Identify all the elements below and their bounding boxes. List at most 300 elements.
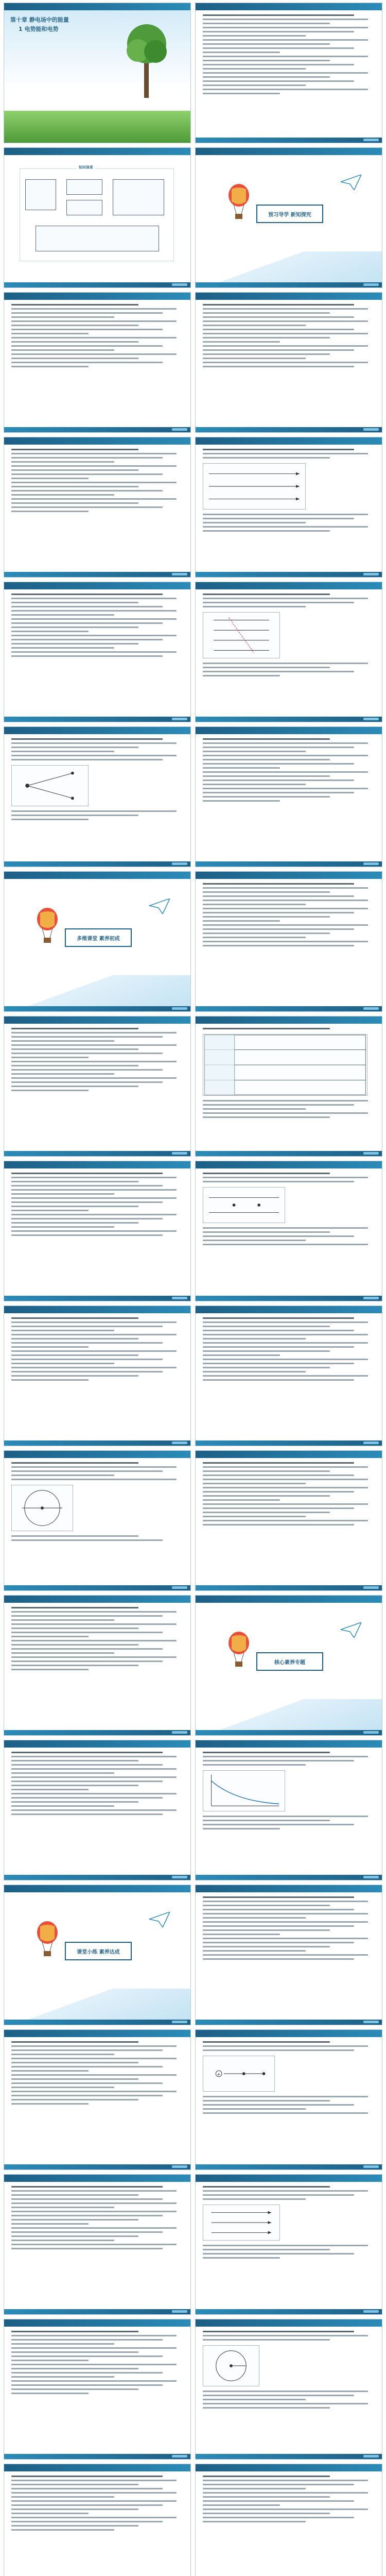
slide-topbar <box>196 1885 382 1892</box>
text-line <box>203 1512 330 1513</box>
paper-plane-icon <box>341 1622 361 1638</box>
text-line <box>203 1371 306 1372</box>
slide-topbar <box>4 1451 190 1458</box>
slide-figure-1 <box>195 437 382 578</box>
text-line <box>203 908 368 909</box>
row-11 <box>4 1450 382 1591</box>
text-line <box>11 506 163 508</box>
row-12 <box>4 1595 382 1736</box>
text-line <box>203 912 354 913</box>
text-line <box>11 1210 89 1211</box>
text-line <box>11 2248 163 2249</box>
cover-grass <box>4 111 190 143</box>
text-line <box>11 610 177 612</box>
text-line <box>203 1921 368 1923</box>
section-box <box>65 928 132 947</box>
text-line <box>11 308 177 310</box>
text-line <box>11 1330 114 1331</box>
text-line <box>203 2391 368 2392</box>
text-line <box>11 316 114 318</box>
text-line <box>203 2045 368 2047</box>
balloon-icon <box>36 908 59 944</box>
slide-body <box>11 1028 183 1148</box>
text-line <box>203 47 354 49</box>
text-line <box>11 631 89 632</box>
text-line <box>203 1367 330 1368</box>
text-line <box>11 1764 163 1766</box>
slide-bottombar <box>196 717 382 722</box>
text-line <box>11 325 138 326</box>
text-line <box>11 1073 114 1075</box>
text-line <box>203 887 368 889</box>
slide-body <box>203 1752 375 1872</box>
slide-topbar <box>4 727 190 734</box>
section-label: 核心素养专题 <box>274 1659 305 1666</box>
text-line <box>203 2049 354 2051</box>
text-line <box>11 1077 177 1079</box>
text-line <box>203 1177 368 1178</box>
text-line <box>11 1462 138 1464</box>
text-line <box>203 2521 306 2522</box>
text-line <box>203 755 368 756</box>
slide-bottombar <box>4 1296 190 1301</box>
text-line <box>203 763 354 765</box>
text-line <box>203 2488 306 2489</box>
text-line <box>203 1942 354 1943</box>
text-line <box>203 1379 354 1381</box>
text-line <box>203 39 368 41</box>
text-line <box>203 1495 330 1497</box>
slide-body <box>203 449 375 569</box>
text-line <box>11 2351 138 2353</box>
text-line <box>203 80 354 82</box>
slide-body <box>11 1607 183 1727</box>
text-line <box>11 1644 138 1646</box>
text-line <box>11 1040 114 1042</box>
text-line <box>203 594 330 595</box>
text-line <box>203 900 368 901</box>
text-line <box>11 1346 89 1348</box>
text-line <box>203 767 280 769</box>
text-line <box>11 1379 89 1381</box>
text-line <box>11 759 163 760</box>
text-line <box>11 1809 177 1811</box>
slide-topbar <box>4 293 190 300</box>
text-line <box>203 1491 354 1493</box>
text-line <box>11 1069 163 1071</box>
mind-node <box>66 179 102 195</box>
slide-body <box>203 1896 375 2016</box>
text-line <box>11 747 138 748</box>
text-line <box>11 1032 177 1033</box>
text-line <box>11 1656 177 1658</box>
slide-bottombar <box>196 2164 382 2170</box>
slide-text-7 <box>195 726 382 867</box>
slide-bottombar <box>196 2454 382 2459</box>
text-line <box>203 2339 330 2341</box>
divider-swoosh <box>196 1699 382 1730</box>
text-line <box>11 1607 138 1608</box>
text-line <box>203 14 354 16</box>
circle-field-figure <box>11 1485 73 1531</box>
text-line <box>203 2108 306 2110</box>
text-line <box>11 2215 163 2216</box>
text-line <box>203 904 306 905</box>
text-line <box>203 35 306 37</box>
text-line <box>11 1036 163 1038</box>
text-line <box>203 341 280 343</box>
text-line <box>203 1820 330 1821</box>
divider-swoosh <box>4 1989 190 2020</box>
row-9 <box>4 1161 382 1301</box>
slide-bottombar <box>196 1151 382 1156</box>
text-line <box>11 2517 177 2518</box>
row-15 <box>4 2029 382 2170</box>
text-line <box>11 1086 138 1087</box>
text-line <box>11 2504 163 2506</box>
text-line <box>203 308 368 310</box>
slide-bottombar <box>4 1875 190 1880</box>
text-line <box>11 1615 163 1617</box>
text-line <box>11 2095 163 2096</box>
text-line <box>11 1334 177 1335</box>
row-16 <box>4 2174 382 2315</box>
text-line <box>11 2223 89 2225</box>
potential-graph <box>203 1770 285 1811</box>
row-1 <box>4 3 382 143</box>
slide-figure-3 <box>195 1161 382 1301</box>
text-line <box>203 2100 330 2102</box>
text-line <box>11 2500 177 2502</box>
slide-topbar <box>196 727 382 734</box>
text-line <box>11 2186 163 2188</box>
slide-bottombar <box>4 861 190 867</box>
text-line <box>11 2339 163 2341</box>
text-line <box>203 1824 354 1825</box>
text-line <box>11 1756 177 1757</box>
slide-body <box>11 2186 183 2306</box>
slide-bottombar <box>4 427 190 432</box>
slide-grid <box>4 3 382 2576</box>
text-line <box>203 1108 306 1110</box>
balloon-icon <box>36 1921 59 1957</box>
slide-text-19 <box>4 2319 191 2460</box>
text-line <box>11 1065 138 1066</box>
text-line <box>203 775 330 777</box>
text-line <box>203 353 330 355</box>
text-line <box>11 1354 138 1356</box>
text-line <box>203 2517 354 2518</box>
text-line <box>203 1334 368 1335</box>
text-line <box>203 598 368 599</box>
text-line <box>11 341 138 343</box>
row-6 <box>4 726 382 867</box>
text-line <box>11 1768 177 1770</box>
slide-body <box>203 883 375 1003</box>
text-line <box>11 1539 163 1541</box>
text-line <box>203 784 306 785</box>
row-3 <box>4 292 382 433</box>
text-line <box>203 771 368 773</box>
text-line <box>11 478 89 479</box>
text-line <box>203 1479 368 1480</box>
mind-node <box>66 200 102 215</box>
slide-bottombar <box>4 1151 190 1156</box>
text-line <box>11 353 177 355</box>
text-line <box>11 643 138 645</box>
text-line <box>203 76 330 78</box>
text-line <box>11 2099 138 2100</box>
text-line <box>11 602 138 603</box>
text-line <box>11 2335 177 2336</box>
text-line <box>203 924 368 926</box>
text-line <box>11 594 163 595</box>
text-line <box>11 2513 89 2514</box>
text-line <box>11 2235 138 2237</box>
text-line <box>203 316 354 318</box>
text-line <box>203 895 354 897</box>
divider-swoosh <box>4 975 190 1006</box>
slide-bottombar <box>4 2020 190 2025</box>
text-line <box>203 1828 280 1829</box>
text-line <box>11 1218 163 1219</box>
slide-topbar <box>4 582 190 589</box>
slide-topbar <box>4 1016 190 1024</box>
text-line <box>11 511 89 512</box>
text-line <box>203 937 306 938</box>
svg-text:+: + <box>217 2072 221 2077</box>
text-line <box>203 2407 330 2409</box>
text-line <box>11 1234 163 1236</box>
field-lines-figure <box>203 1187 285 1223</box>
slide-bottombar <box>196 427 382 432</box>
text-line <box>203 1342 368 1344</box>
section-box <box>65 1942 132 1960</box>
text-line <box>203 1235 354 1237</box>
text-line <box>203 2186 330 2188</box>
slide-topbar <box>196 293 382 300</box>
text-line <box>203 89 368 90</box>
mind-node <box>25 179 56 210</box>
text-line <box>203 800 280 802</box>
text-line <box>203 526 368 528</box>
text-line <box>203 2513 330 2514</box>
text-line <box>11 1214 177 1215</box>
text-line <box>203 788 368 789</box>
text-line <box>11 1648 163 1650</box>
cover-chapter: 第十章 静电场中的能量 <box>10 16 69 23</box>
slide-figure-5 <box>195 1740 382 1880</box>
text-line <box>203 2194 354 2196</box>
text-line <box>11 1342 163 1344</box>
slide-text-20 <box>4 2464 191 2576</box>
text-line <box>203 1240 306 1241</box>
text-line <box>203 1958 354 1960</box>
cover-section: 1 电势能和电势 <box>19 26 59 32</box>
slide-body <box>203 1317 375 1437</box>
text-line <box>11 751 114 752</box>
slide-bottombar <box>4 572 190 577</box>
text-line <box>11 1660 163 1662</box>
mind-node <box>36 226 159 251</box>
text-line <box>11 2202 177 2204</box>
slide-topbar <box>4 1740 190 1748</box>
text-line <box>203 759 330 760</box>
text-line <box>11 2190 177 2192</box>
text-line <box>11 2476 163 2477</box>
text-line <box>203 514 368 515</box>
text-line <box>203 56 368 57</box>
slide-topbar <box>4 437 190 445</box>
text-line <box>203 2399 306 2400</box>
slide-topbar <box>196 1306 382 1313</box>
text-line <box>203 1507 354 1509</box>
text-line <box>203 779 354 781</box>
text-line <box>203 1516 306 1517</box>
text-line <box>203 796 330 798</box>
slide-bottombar <box>196 572 382 577</box>
text-line <box>203 2041 330 2043</box>
slide-bottombar <box>4 282 190 287</box>
text-line <box>203 1901 368 1902</box>
slide-text-3 <box>195 292 382 433</box>
text-line <box>11 1611 177 1613</box>
slide-topbar <box>4 2464 190 2471</box>
text-line <box>203 72 368 74</box>
text-line <box>11 2331 138 2332</box>
text-line <box>11 329 163 330</box>
text-line <box>11 486 138 487</box>
slide-topbar <box>196 2030 382 2037</box>
text-line <box>203 883 354 885</box>
text-line <box>203 1752 330 1753</box>
section-box <box>256 205 323 223</box>
text-line <box>203 1487 368 1488</box>
text-line <box>11 345 163 347</box>
slide-body <box>11 738 183 858</box>
text-line <box>11 2198 163 2200</box>
text-line <box>11 2368 138 2369</box>
text-line <box>203 31 354 32</box>
text-line <box>11 2360 89 2361</box>
text-line <box>203 602 354 603</box>
text-line <box>203 1816 368 1817</box>
text-line <box>203 320 368 322</box>
text-line <box>11 1177 177 1178</box>
slide-bottombar <box>4 717 190 722</box>
text-line <box>203 1499 280 1501</box>
text-line <box>11 1772 114 1774</box>
text-line <box>203 68 306 70</box>
slide-text-2 <box>4 292 191 433</box>
tree-icon <box>124 21 170 98</box>
slide-body <box>203 14 375 134</box>
text-line <box>11 2525 138 2527</box>
text-line <box>203 667 330 668</box>
text-line <box>203 1938 368 1939</box>
text-line <box>11 1371 163 1372</box>
text-line <box>11 1652 114 1654</box>
text-line <box>203 1350 330 1352</box>
text-line <box>203 1321 368 1323</box>
divider-swoosh <box>196 251 382 282</box>
text-line <box>203 2395 354 2396</box>
slide-topbar <box>196 1161 382 1168</box>
row-18 <box>4 2464 382 2576</box>
text-line <box>11 2058 177 2059</box>
slide-table-1 <box>195 1016 382 1157</box>
slide-divider-practice <box>4 1885 191 2025</box>
text-line <box>203 2509 368 2510</box>
text-line <box>11 449 138 450</box>
text-line <box>11 2364 177 2365</box>
text-line <box>203 2257 280 2259</box>
field-lines-figure <box>203 463 306 510</box>
text-line <box>11 1781 163 1782</box>
row-17 <box>4 2319 382 2460</box>
text-line <box>11 1053 163 1054</box>
text-line <box>203 93 280 94</box>
text-line <box>203 2335 368 2336</box>
text-line <box>11 2062 138 2063</box>
slide-body <box>11 1462 183 1582</box>
text-line <box>11 2070 89 2072</box>
text-line <box>11 755 177 756</box>
text-line <box>203 1173 330 1174</box>
slide-body <box>203 2041 375 2161</box>
slide-text-12 <box>195 1306 382 1446</box>
text-line <box>203 43 330 45</box>
text-line <box>203 84 306 86</box>
slide-bottombar <box>4 2454 190 2459</box>
text-line <box>203 2249 330 2250</box>
comparison-table <box>203 1034 367 1096</box>
slide-topbar <box>196 582 382 589</box>
slide-bottombar <box>196 138 382 143</box>
slide-text-15 <box>4 1740 191 1880</box>
slide-bottombar <box>196 1296 382 1301</box>
text-line <box>11 810 177 812</box>
slide-body <box>203 1462 375 1582</box>
text-line <box>11 358 138 359</box>
slide-bottombar <box>196 861 382 867</box>
text-line <box>11 742 177 744</box>
text-line <box>11 1181 138 1182</box>
slide-topbar <box>196 1451 382 1458</box>
slide-bottombar <box>196 2020 382 2025</box>
text-line <box>11 1367 177 1368</box>
slide-body <box>11 1317 183 1437</box>
text-line <box>203 349 354 351</box>
text-line <box>11 639 163 640</box>
slide-divider-core <box>4 871 191 1012</box>
text-line <box>11 1628 138 1629</box>
text-line <box>11 1222 138 1224</box>
text-line <box>11 2488 163 2489</box>
text-line <box>203 1503 368 1505</box>
slide-topbar <box>4 1306 190 1313</box>
text-line <box>11 738 163 740</box>
text-line <box>203 2476 330 2477</box>
text-line <box>11 1081 163 1083</box>
text-line <box>203 2198 306 2200</box>
text-line <box>11 1785 138 1786</box>
text-line <box>11 1789 89 1790</box>
text-line <box>11 1535 138 1537</box>
row-2 <box>4 147 382 288</box>
circle-field-figure <box>203 2345 259 2386</box>
text-line <box>203 1466 368 1468</box>
